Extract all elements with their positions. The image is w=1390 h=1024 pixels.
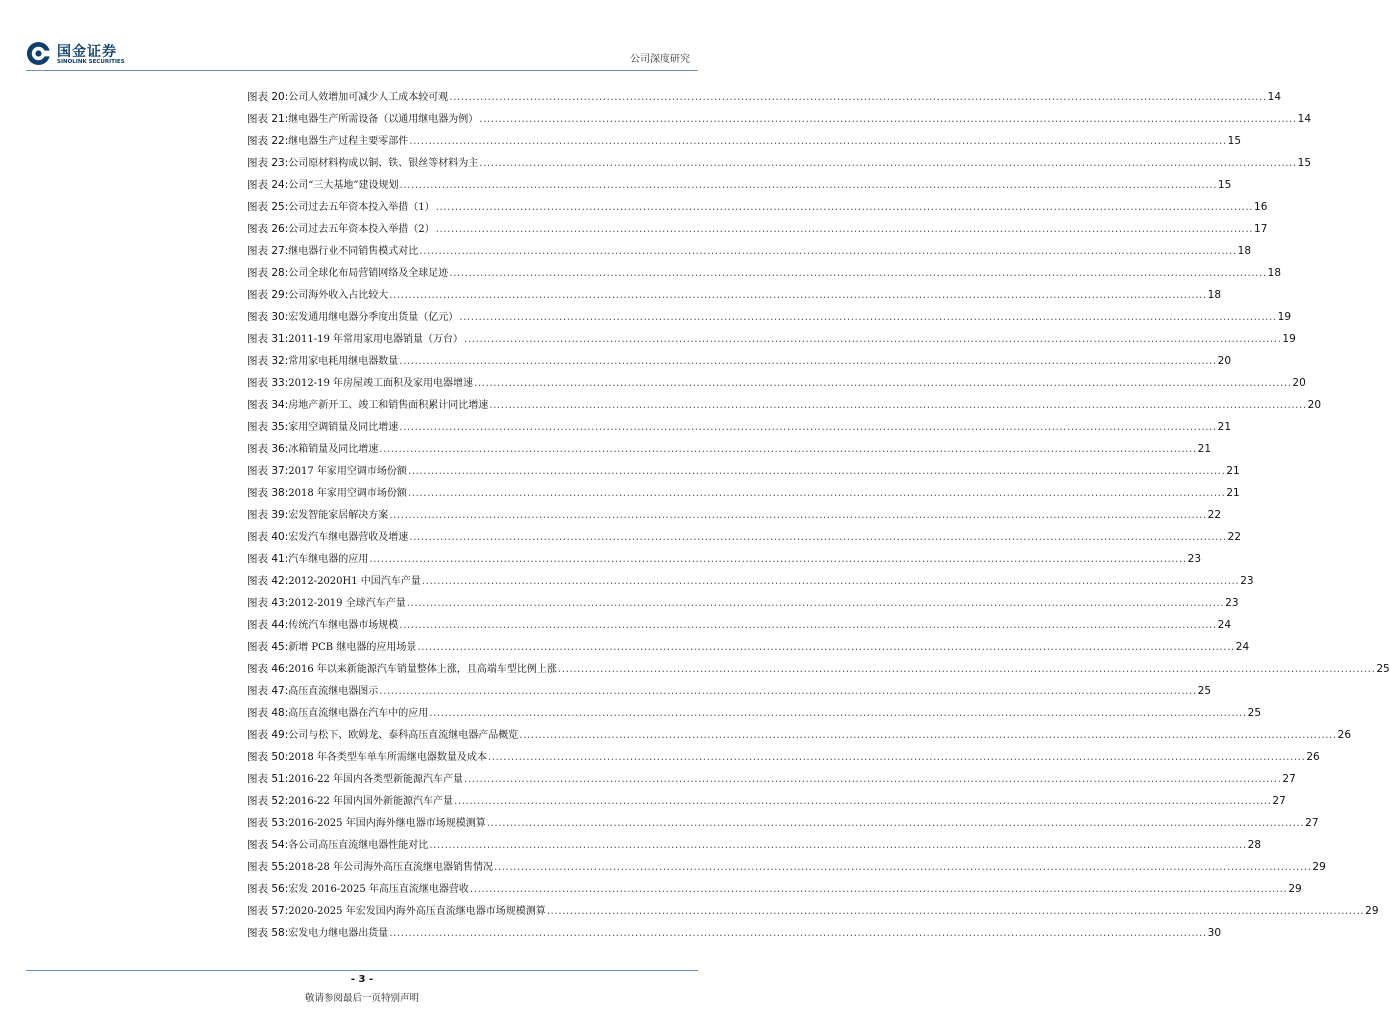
toc-entry[interactable] xyxy=(247,548,1202,570)
toc-entry-page: 24 xyxy=(1235,641,1250,653)
toc-dot-leader xyxy=(488,746,1305,768)
toc-entry-title: 公司“三大基地”建设规划 xyxy=(288,180,399,191)
toc-entry-page: 26 xyxy=(1337,729,1352,741)
toc-entry-label: 图表 56: xyxy=(247,883,289,895)
toc-dot-leader xyxy=(389,922,1206,944)
toc-entry-title: 2018-28 年公司海外高压直流继电器销售情况 xyxy=(288,862,493,873)
figure-table-of-contents xyxy=(247,86,1390,944)
toc-entry[interactable] xyxy=(247,570,1254,592)
toc-entry-page: 24 xyxy=(1217,619,1232,631)
toc-dot-leader xyxy=(464,328,1281,350)
toc-entry-page: 22 xyxy=(1207,509,1222,521)
toc-entry[interactable] xyxy=(247,416,1232,438)
toc-entry-page: 23 xyxy=(1225,597,1239,609)
toc-entry-title: 宏发电力继电器出货量 xyxy=(288,928,389,939)
toc-entry-page: 14 xyxy=(1297,113,1312,125)
toc-dot-leader xyxy=(479,152,1296,174)
toc-entry-label: 图表 44: xyxy=(247,619,289,631)
toc-entry-page: 15 xyxy=(1227,135,1242,147)
toc-entry[interactable] xyxy=(247,306,1292,328)
toc-dot-leader xyxy=(407,592,1224,614)
toc-entry-label: 图表 38: xyxy=(247,487,289,499)
toc-dot-leader xyxy=(449,262,1266,284)
toc-entry[interactable] xyxy=(247,240,1252,262)
toc-entry-title: 2018 年各类型车单车所需继电器数量及成本 xyxy=(288,752,487,763)
toc-entry[interactable] xyxy=(247,790,1286,812)
toc-entry-title: 2017 年家用空调市场份额 xyxy=(288,466,407,477)
toc-entry[interactable] xyxy=(247,922,1222,944)
toc-entry-label: 图表 33: xyxy=(247,377,289,389)
toc-entry-title: 公司人效增加可减少人工成本较可观 xyxy=(288,92,449,103)
toc-dot-leader xyxy=(379,680,1196,702)
toc-entry-title: 2016-22 年国内各类型新能源汽车产量 xyxy=(288,774,463,785)
toc-entry-label: 图表 49: xyxy=(247,729,289,741)
toc-entry-label: 图表 53: xyxy=(247,817,289,829)
toc-entry-title: 2012-2019 全球汽车产量 xyxy=(288,598,406,609)
toc-entry-title: 宏发通用继电器分季度出货量（亿元） xyxy=(288,312,459,323)
toc-entry[interactable] xyxy=(247,328,1296,350)
toc-entry-title: 传统汽车继电器市场规模 xyxy=(288,620,399,631)
toc-entry[interactable] xyxy=(247,438,1212,460)
toc-entry-label: 图表 30: xyxy=(247,311,289,323)
toc-entry-page: 18 xyxy=(1237,245,1252,257)
toc-entry-page: 19 xyxy=(1277,311,1292,323)
toc-entry-title: 新增 PCB 继电器的应用场景 xyxy=(288,642,417,653)
toc-entry-label: 图表 51: xyxy=(247,773,289,785)
toc-entry-title: 公司全球化布局营销网络及全球足迹 xyxy=(288,268,449,279)
document-type: 公司深度研究 xyxy=(630,54,690,65)
toc-entry-title: 继电器行业不同销售模式对比 xyxy=(288,246,419,257)
toc-entry-title: 2016-2025 年国内海外继电器市场规模测算 xyxy=(288,818,486,829)
toc-entry-title: 宏发智能家居解决方案 xyxy=(288,510,389,521)
toc-dot-leader xyxy=(459,306,1276,328)
toc-entry-title: 继电器生产所需设备（以通用继电器为例） xyxy=(288,114,479,125)
toc-dot-leader xyxy=(417,636,1234,658)
toc-entry[interactable] xyxy=(247,86,1282,108)
toc-dot-leader xyxy=(479,108,1296,130)
toc-entry-label: 图表 40: xyxy=(247,531,289,543)
toc-dot-leader xyxy=(519,724,1336,746)
toc-dot-leader xyxy=(429,834,1246,856)
toc-entry-page: 29 xyxy=(1365,905,1379,917)
toc-entry[interactable] xyxy=(247,658,1390,680)
toc-entry-page: 27 xyxy=(1305,817,1319,829)
toc-entry-title: 2016 年以来新能源汽车销量整体上涨，且高端车型比例上涨 xyxy=(288,664,557,675)
toc-entry[interactable] xyxy=(247,526,1242,548)
page-header xyxy=(0,0,724,80)
toc-entry-page: 28 xyxy=(1247,839,1262,851)
logo-english-name: SINOLINK SECURITIES xyxy=(57,59,125,65)
toc-entry-label: 图表 25: xyxy=(247,201,289,213)
toc-dot-leader xyxy=(399,416,1216,438)
toc-dot-leader xyxy=(389,504,1206,526)
toc-entry-label: 图表 54: xyxy=(247,839,289,851)
toc-entry-label: 图表 39: xyxy=(247,509,289,521)
toc-entry[interactable] xyxy=(247,900,1379,922)
toc-entry-page: 25 xyxy=(1376,663,1390,675)
disclaimer-note: 敬请参阅最后一页特别声明 xyxy=(304,993,419,1004)
toc-entry-label: 图表 22: xyxy=(247,135,289,147)
page-number: - 3 - xyxy=(350,974,374,985)
toc-entry-title: 房地产新开工、竣工和销售面积累计同比增速 xyxy=(288,400,489,411)
toc-entry-label: 图表 41: xyxy=(247,553,289,565)
toc-entry[interactable] xyxy=(247,284,1222,306)
toc-entry-page: 21 xyxy=(1226,487,1240,499)
toc-entry-title: 家用空调销量及同比增速 xyxy=(288,422,399,433)
toc-entry[interactable] xyxy=(247,504,1222,526)
toc-entry-title: 继电器生产过程主要零部件 xyxy=(288,136,409,147)
toc-entry-title: 公司与松下、欧姆龙、泰科高压直流继电器产品概览 xyxy=(288,730,519,741)
toc-dot-leader xyxy=(464,768,1281,790)
toc-dot-leader xyxy=(547,900,1364,922)
toc-entry-label: 图表 47: xyxy=(247,685,289,697)
toc-entry[interactable] xyxy=(247,218,1268,240)
toc-dot-leader xyxy=(494,856,1311,878)
toc-entry-page: 27 xyxy=(1282,773,1296,785)
toc-dot-leader xyxy=(422,570,1239,592)
toc-dot-leader xyxy=(408,482,1225,504)
toc-entry-page: 27 xyxy=(1272,795,1286,807)
toc-entry[interactable] xyxy=(247,768,1296,790)
toc-entry-page: 30 xyxy=(1207,927,1222,939)
toc-dot-leader xyxy=(369,548,1186,570)
toc-entry-title: 宏发 2016-2025 年高压直流继电器营收 xyxy=(288,884,469,895)
toc-entry-label: 图表 29: xyxy=(247,289,289,301)
toc-dot-leader xyxy=(454,790,1271,812)
toc-entry-title: 公司原材料构成以铜、铁、银丝等材料为主 xyxy=(288,158,479,169)
toc-entry-title: 2020-2025 年宏发国内海外高压直流继电器市场规模测算 xyxy=(288,906,546,917)
toc-entry-title: 各公司高压直流继电器性能对比 xyxy=(288,840,429,851)
toc-entry[interactable] xyxy=(247,262,1282,284)
logo-chinese-name: 国金证券 xyxy=(57,44,117,60)
toc-entry[interactable] xyxy=(247,812,1319,834)
toc-entry-label: 图表 21: xyxy=(247,113,289,125)
sinolink-logo-icon xyxy=(26,41,51,66)
toc-dot-leader xyxy=(399,174,1216,196)
toc-entry[interactable] xyxy=(247,372,1306,394)
toc-entry[interactable] xyxy=(247,196,1268,218)
toc-entry-title: 公司过去五年资本投入举措（2） xyxy=(288,224,435,235)
toc-dot-leader xyxy=(389,284,1206,306)
toc-entry-label: 图表 46: xyxy=(247,663,289,675)
toc-entry-title: 高压直流继电器在汽车中的应用 xyxy=(288,708,429,719)
toc-entry[interactable] xyxy=(247,724,1352,746)
toc-entry-label: 图表 55: xyxy=(247,861,289,873)
toc-entry-label: 图表 36: xyxy=(247,443,289,455)
toc-entry-label: 图表 20: xyxy=(247,91,289,103)
toc-entry-title: 宏发汽车继电器营收及增速 xyxy=(288,532,409,543)
toc-entry-page: 15 xyxy=(1217,179,1232,191)
toc-entry-label: 图表 24: xyxy=(247,179,289,191)
toc-entry-page: 29 xyxy=(1288,883,1302,895)
toc-entry[interactable] xyxy=(247,680,1212,702)
toc-entry-label: 图表 58: xyxy=(247,927,289,939)
toc-entry-label: 图表 37: xyxy=(247,465,289,477)
toc-entry-label: 图表 35: xyxy=(247,421,289,433)
toc-entry-title: 公司海外收入占比较大 xyxy=(288,290,389,301)
toc-entry-title: 高压直流继电器图示 xyxy=(288,686,379,697)
toc-entry[interactable] xyxy=(247,394,1322,416)
toc-entry-label: 图表 43: xyxy=(247,597,289,609)
toc-dot-leader xyxy=(489,394,1306,416)
toc-dot-leader xyxy=(409,526,1226,548)
toc-entry[interactable] xyxy=(247,482,1240,504)
toc-entry-label: 图表 34: xyxy=(247,399,289,411)
toc-entry[interactable] xyxy=(247,130,1242,152)
toc-entry-page: 25 xyxy=(1247,707,1262,719)
toc-entry-title: 冰箱销量及同比增速 xyxy=(288,444,379,455)
toc-entry-label: 图表 27: xyxy=(247,245,289,257)
toc-dot-leader xyxy=(399,350,1216,372)
header-divider xyxy=(26,70,698,71)
toc-entry-page: 16 xyxy=(1254,201,1268,213)
toc-dot-leader xyxy=(408,460,1225,482)
toc-entry-label: 图表 42: xyxy=(247,575,289,587)
toc-dot-leader xyxy=(449,86,1266,108)
toc-entry[interactable] xyxy=(247,108,1312,130)
toc-entry[interactable] xyxy=(247,834,1262,856)
toc-entry-title: 常用家电耗用继电器数量 xyxy=(288,356,399,367)
toc-dot-leader xyxy=(379,438,1196,460)
toc-entry-page: 21 xyxy=(1217,421,1232,433)
toc-entry-label: 图表 57: xyxy=(247,905,289,917)
toc-entry-page: 15 xyxy=(1297,157,1312,169)
toc-entry[interactable] xyxy=(247,350,1232,372)
toc-entry[interactable] xyxy=(247,746,1320,768)
toc-entry-title: 2018 年家用空调市场份额 xyxy=(288,488,407,499)
toc-entry-page: 23 xyxy=(1240,575,1254,587)
toc-entry-page: 18 xyxy=(1267,267,1282,279)
toc-dot-leader xyxy=(436,218,1253,240)
toc-entry[interactable] xyxy=(247,878,1302,900)
toc-dot-leader xyxy=(558,658,1375,680)
toc-entry-label: 图表 50: xyxy=(247,751,289,763)
toc-dot-leader xyxy=(436,196,1253,218)
toc-entry-page: 19 xyxy=(1282,333,1296,345)
toc-entry[interactable] xyxy=(247,152,1312,174)
footer-divider xyxy=(26,970,698,971)
toc-entry-label: 图表 28: xyxy=(247,267,289,279)
toc-entry[interactable] xyxy=(247,636,1250,658)
toc-entry-page: 20 xyxy=(1217,355,1232,367)
toc-dot-leader xyxy=(419,240,1236,262)
toc-entry-label: 图表 26: xyxy=(247,223,289,235)
toc-entry-page: 14 xyxy=(1267,91,1282,103)
toc-entry[interactable] xyxy=(247,856,1326,878)
toc-entry[interactable] xyxy=(247,614,1232,636)
toc-entry-page: 23 xyxy=(1187,553,1202,565)
toc-entry-page: 20 xyxy=(1307,399,1322,411)
toc-entry[interactable] xyxy=(247,592,1239,614)
toc-entry-label: 图表 48: xyxy=(247,707,289,719)
toc-entry-title: 2016-22 年国内国外新能源汽车产量 xyxy=(288,796,453,807)
toc-entry[interactable] xyxy=(247,174,1232,196)
toc-dot-leader xyxy=(470,878,1287,900)
toc-dot-leader xyxy=(429,702,1246,724)
toc-entry-page: 21 xyxy=(1197,443,1212,455)
toc-entry-title: 汽车继电器的应用 xyxy=(288,554,369,565)
toc-dot-leader xyxy=(487,812,1304,834)
toc-entry-page: 22 xyxy=(1227,531,1242,543)
toc-entry-page: 17 xyxy=(1254,223,1268,235)
toc-entry-title: 公司过去五年资本投入举措（1） xyxy=(288,202,435,213)
toc-entry-page: 25 xyxy=(1197,685,1212,697)
toc-entry-page: 21 xyxy=(1226,465,1240,477)
toc-entry[interactable] xyxy=(247,460,1240,482)
toc-entry-label: 图表 45: xyxy=(247,641,289,653)
toc-entry-label: 图表 32: xyxy=(247,355,289,367)
toc-entry-label: 图表 31: xyxy=(247,333,289,345)
toc-dot-leader xyxy=(474,372,1291,394)
toc-entry-label: 图表 52: xyxy=(247,795,289,807)
toc-entry-label: 图表 23: xyxy=(247,157,289,169)
toc-dot-leader xyxy=(399,614,1216,636)
toc-entry-page: 29 xyxy=(1312,861,1326,873)
toc-entry[interactable] xyxy=(247,702,1262,724)
company-logo xyxy=(26,40,134,70)
toc-entry-page: 18 xyxy=(1207,289,1222,301)
toc-entry-title: 2012-2020H1 中国汽车产量 xyxy=(288,576,421,587)
toc-entry-page: 20 xyxy=(1292,377,1306,389)
toc-dot-leader xyxy=(409,130,1226,152)
toc-entry-page: 26 xyxy=(1306,751,1320,763)
toc-entry-title: 2011-19 年常用家用电器销量（万台） xyxy=(288,334,463,345)
toc-entry-title: 2012-19 年房屋竣工面积及家用电器增速 xyxy=(288,378,473,389)
